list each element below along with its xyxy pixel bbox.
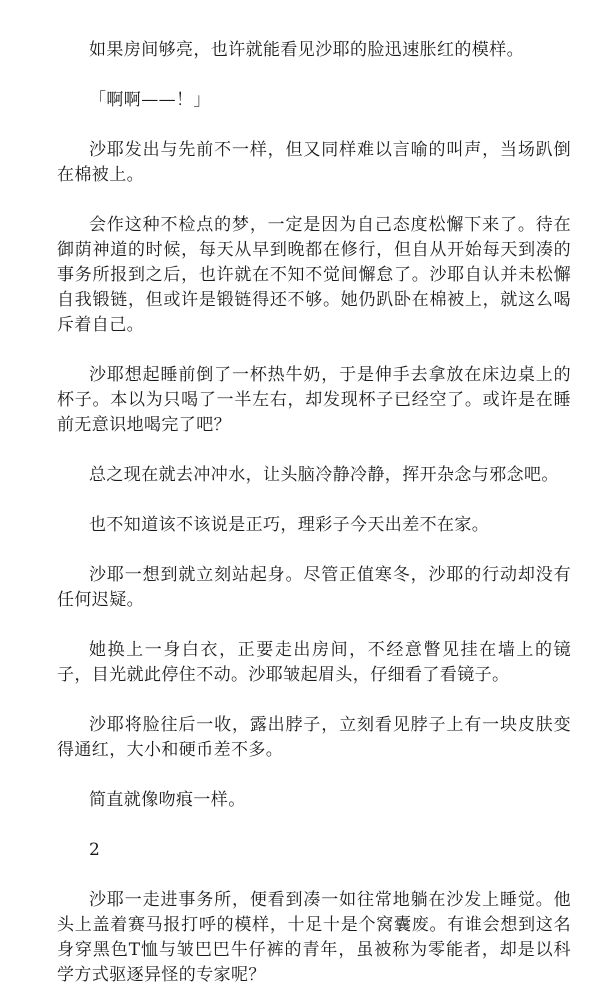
paragraph-12: 沙耶一走进事务所，便看到凑一如往常地躺在沙发上睡觉。他头上盖着赛马报打呼的模样，十足十是个窝囊废。有谁会想到这名身穿黑色T恤与皱巴巴牛仔裤的青年，虽被称为零能者，却是以科学方式驱逐异怪的专家呢？ bbox=[57, 890, 571, 985]
paragraph-spacer bbox=[57, 338, 571, 363]
paragraph-8: 沙耶一想到就立刻站起身。尽管正值寒冬，沙耶的行动却没有任何迟疑。 bbox=[57, 565, 571, 610]
paragraph-4: 会作这种不检点的梦，一定是因为自己态度松懈下来了。待在御荫神道的时候，每天从早到晚都在修行，但自从开始每天到凑的事务所报到之后，也许就在不知不觉间懈怠了。沙耶自认并未松懈自我锻链，但或许是锻链得还不够。她仍趴卧在棉被上，就这么喝斥着自己。 bbox=[57, 215, 571, 335]
paragraph-2: 「啊啊——！」 bbox=[89, 90, 211, 110]
paragraph-spacer bbox=[57, 113, 571, 138]
paragraph-3: 沙耶发出与先前不一样，但又同样难以言喻的叫声，当场趴倒在棉被上。 bbox=[57, 140, 571, 185]
paragraph-spacer bbox=[57, 188, 571, 213]
paragraph-spacer bbox=[57, 63, 571, 88]
paragraph-9: 她换上一身白衣，正要走出房间，不经意瞥见挂在墙上的镜子，目光就此停住不动。沙耶皱起眉头，仔细看了看镜子。 bbox=[57, 640, 571, 685]
paragraph-spacer bbox=[57, 813, 571, 838]
paragraph-11: 简直就像吻痕一样。 bbox=[89, 790, 246, 810]
section-number: 2 bbox=[89, 840, 101, 860]
paragraph-6: 总之现在就去冲冲水，让头脑冷静冷静，挥开杂念与邪念吧。 bbox=[89, 465, 559, 485]
paragraph-spacer bbox=[57, 538, 571, 563]
paragraph-10: 沙耶将脸往后一收，露出脖子，立刻看见脖子上有一块皮肤变得通红，大小和硬币差不多。 bbox=[57, 715, 571, 760]
paragraph-spacer bbox=[57, 763, 571, 788]
paragraph-5: 沙耶想起睡前倒了一杯热牛奶，于是伸手去拿放在床边桌上的杯子。本以为只喝了一半左右，却发现杯子已经空了。或许是在睡前无意识地喝完了吧？ bbox=[57, 365, 571, 435]
paragraph-spacer bbox=[57, 863, 571, 888]
paragraph-spacer bbox=[57, 438, 571, 463]
paragraph-7: 也不知道该不该说是正巧，理彩子今天出差不在家。 bbox=[89, 515, 490, 535]
paragraph-spacer bbox=[57, 688, 571, 713]
paragraph-1: 如果房间够亮，也许就能看见沙耶的脸迅速胀红的模样。 bbox=[89, 40, 524, 60]
paragraph-spacer bbox=[57, 488, 571, 513]
paragraph-spacer bbox=[57, 613, 571, 638]
